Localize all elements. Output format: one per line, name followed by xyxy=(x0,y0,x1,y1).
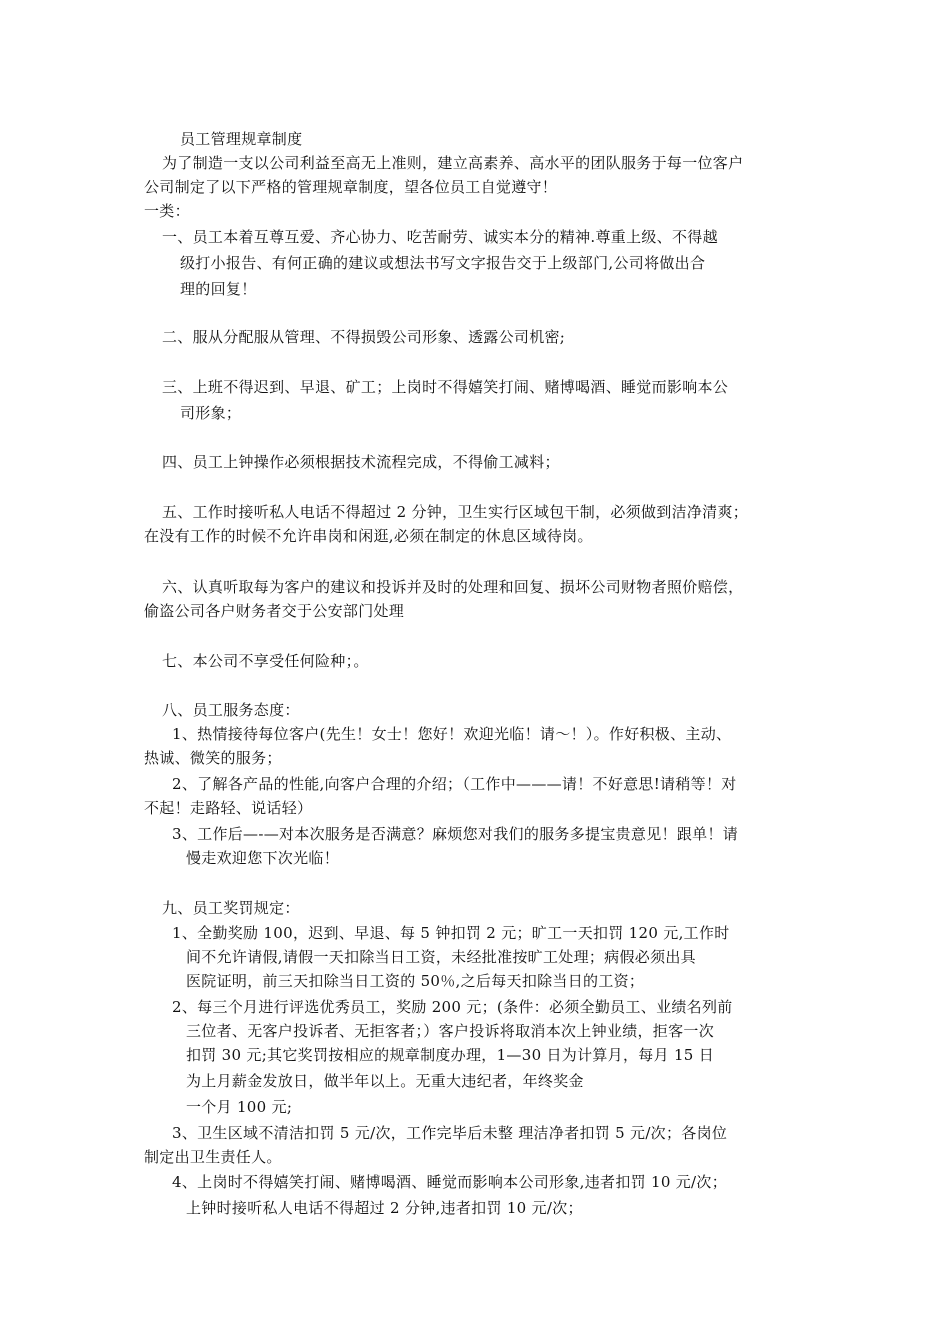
rule-line: 不起！走路轻、说话轻） xyxy=(144,799,313,817)
rule-line: 上钟时接听私人电话不得超过 2 分钟,违者扣罚 10 元/次； xyxy=(186,1199,583,1217)
rule-line: 2、每三个月进行评选优秀员工，奖励 200 元；(条件：必须全勤员工、业绩名列前 xyxy=(172,998,733,1016)
rule-line: 三位者、无客户投诉者、无拒客者；）客户投诉将取消本次上钟业绩，拒客一次 xyxy=(186,1022,715,1040)
rule-line: 1、全勤奖励 100，迟到、早退、每 5 钟扣罚 2 元；旷工一天扣罚 120 元,工作时 xyxy=(172,924,730,942)
section-heading: 八、员工服务态度： xyxy=(162,701,300,719)
rule-line: 3、卫生区域不清洁扣罚 5 元/次，工作完毕后未整 理洁净者扣罚 5 元/次；各岗位 xyxy=(172,1124,728,1142)
rule-line: 1、热情接待每位客户(先生！女士！您好！欢迎光临！请～！）。作好积极、主动、 xyxy=(172,725,732,743)
rule-line: 4、上岗时不得嬉笑打闹、赌博喝酒、睡觉而影响本公司形象,违者扣罚 10 元/次； xyxy=(172,1173,727,1191)
rule-line: 一、员工本着互尊互爱、齐心协力、吃苦耐劳、诚实本分的精神.尊重上级、不得越 xyxy=(162,228,718,246)
rule-line: 3、工作后—-—对本次服务是否满意？麻烦您对我们的服务多提宝贵意见！跟单！请 xyxy=(172,825,739,843)
intro-line: 公司制定了以下严格的管理规章制度，望各位员工自觉遵守！ xyxy=(144,178,558,196)
rule-line: 为上月薪金发放日，做半年以上。无重大违纪者，年终奖金 xyxy=(186,1072,584,1090)
rule-line: 一个月 100 元; xyxy=(186,1098,293,1116)
rule-line: 六、认真听取每为客户的建议和投诉并及时的处理和回复、损坏公司财物者照价赔偿， xyxy=(162,578,744,596)
rule-line: 司形象； xyxy=(180,404,242,422)
rule-line: 2、了解各产品的性能,向客户合理的介绍；（工作中———请！不好意思!请稍等！对 xyxy=(172,775,737,793)
section-heading: 一类： xyxy=(144,202,190,220)
section-heading: 九、员工奖罚规定： xyxy=(162,899,300,917)
rule-line: 五、工作时接听私人电话不得超过 2 分钟，卫生实行区域包干制，必须做到洁净清爽； xyxy=(162,503,749,521)
rule-line: 医院证明，前三天扣除当日工资的 50％,之后每天扣除当日的工资； xyxy=(186,972,645,990)
rule-line: 在没有工作的时候不允许串岗和闲逛,必须在制定的休息区域待岗。 xyxy=(144,527,593,545)
rule-line: 级打小报告、有何正确的建议或想法书写文字报告交于上级部门,公司将做出合 xyxy=(180,254,706,272)
rule-line: 二、服从分配服从管理、不得损毁公司形象、透露公司机密; xyxy=(162,328,566,346)
document-title: 员工管理规章制度 xyxy=(180,130,303,148)
rule-line: 扣罚 30 元;其它奖罚按相应的规章制度办理，1—30 日为计算月，每月 15 日 xyxy=(186,1046,715,1064)
rule-line: 慢走欢迎您下次光临！ xyxy=(186,849,340,867)
rule-line: 间不允许请假,请假一天扣除当日工资，未经批准按旷工处理；病假必须出具 xyxy=(186,948,696,966)
rule-line: 热诚、微笑的服务； xyxy=(144,749,282,767)
rule-line: 三、上班不得迟到、早退、矿工；上岗时不得嬉笑打闹、赌博喝酒、睡觉而影响本公 xyxy=(162,378,729,396)
rule-line: 四、员工上钟操作必须根据技术流程完成，不得偷工减料； xyxy=(162,453,560,471)
rule-line: 七、本公司不享受任何险种；。 xyxy=(162,652,369,670)
rule-line: 偷盗公司各户财务者交于公安部门处理 xyxy=(144,602,405,620)
rule-line: 理的回复！ xyxy=(180,280,257,298)
rule-line: 制定出卫生责任人。 xyxy=(144,1148,282,1166)
intro-line: 为了制造一支以公司利益至高无上准则，建立高素养、高水平的团队服务于每一位客户 xyxy=(162,154,744,172)
